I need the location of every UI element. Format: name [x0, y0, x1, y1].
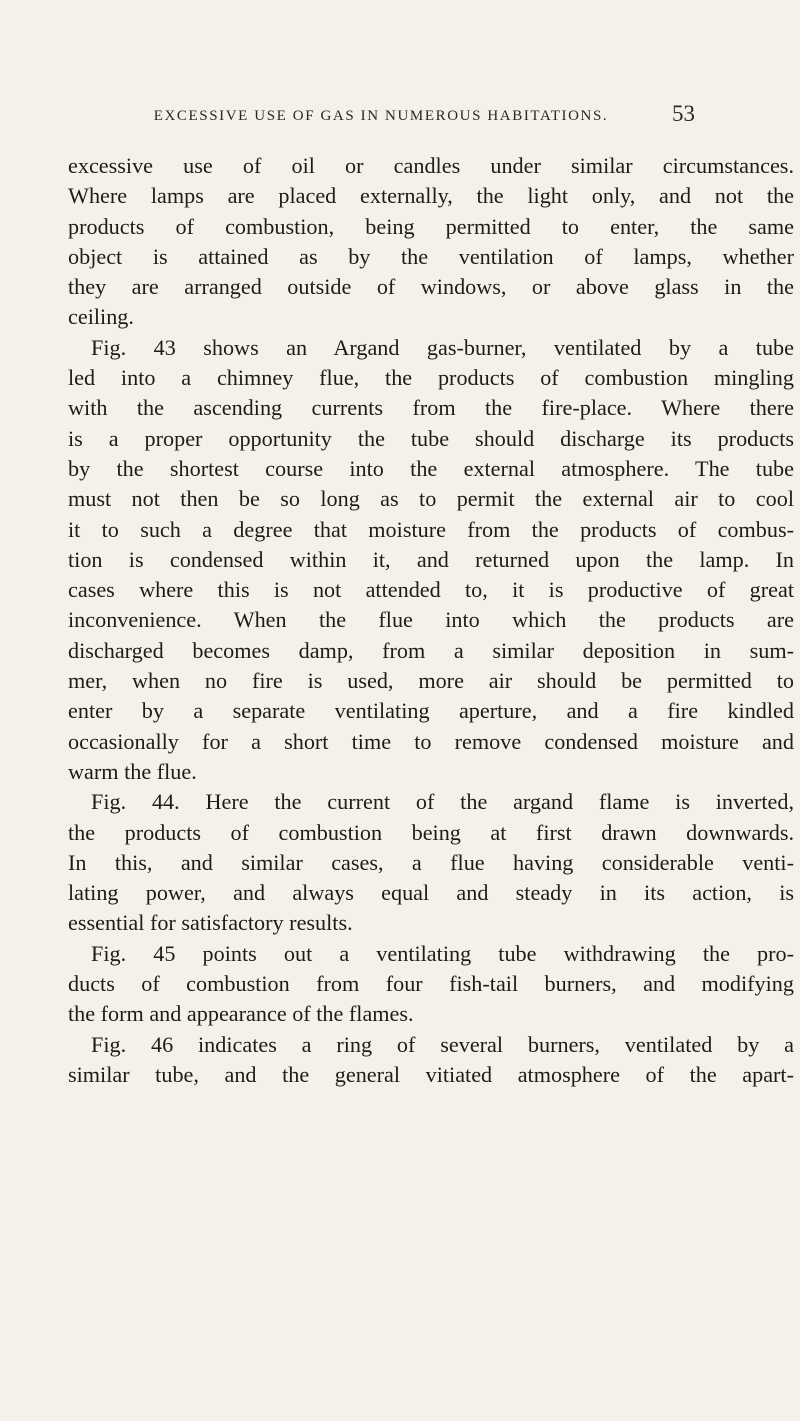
text-line: occasionally for a short time to remove condensed moisture and [68, 728, 794, 754]
page-number: 53 [672, 101, 695, 126]
text-line: Fig. 44. Here the current of the argand flame is inverted, [91, 789, 794, 815]
text-line: excessive use of oil or candles under similar circumstances. [68, 153, 794, 178]
text-line: Fig. 46 indicates a ring of several burners, ventilated by a [91, 1031, 794, 1057]
text-line: mer, when no fire is used, more air should be permitted to [68, 668, 794, 694]
text-line: object is attained as by the ventilation of lamps, whether [68, 243, 794, 269]
text-line: products of combustion, being permitted to enter, the same [68, 213, 794, 239]
text-line: enter by a separate ventilating aperture, and a fire kindled [68, 698, 794, 724]
text-line: ducts of combustion from four fish-tail burners, and modifying [68, 971, 794, 997]
text-line: cases where this is not attended to, it is productive of great [68, 577, 794, 603]
text-line: Fig. 45 points out a ventilating tube withdrawing the pro- [91, 940, 794, 966]
text-line: must not then be so long as to permit the external air to cool [68, 486, 794, 512]
text-line: similar tube, and the general vitiated atmosphere of the apart- [68, 1061, 794, 1087]
text-line: Where lamps are placed externally, the light only, and not the [68, 183, 794, 209]
text-line: with the ascending currents from the fire-place. Where there [68, 395, 794, 421]
text-line: is a proper opportunity the tube should discharge its products [68, 425, 794, 451]
running-head: EXCESSIVE USE OF GAS IN NUMEROUS HABITATIONS. [153, 108, 609, 124]
text-line: discharged becomes damp, from a similar deposition in sum- [68, 637, 794, 663]
text-line: they are arranged outside of windows, or above glass in the [68, 274, 794, 300]
text-line: tion is condensed within it, and returned upon the lamp. In [68, 546, 794, 572]
text-line: Fig. 43 shows an Argand gas-burner, ventilated by a tube [91, 334, 794, 360]
text-line: In this, and similar cases, a flue having considerable venti- [68, 849, 794, 875]
text-line: the form and appearance of the flames. [68, 1001, 414, 1027]
text-line: essential for satisfactory results. [68, 910, 353, 936]
text-line: led into a chimney flue, the products of combustion mingling [68, 365, 794, 391]
text-line: the products of combustion being at first drawn downwards. [68, 819, 794, 845]
text-line: lating power, and always equal and steady in its action, is [68, 880, 794, 906]
body-text [68, 151, 794, 1090]
text-line: by the shortest course into the external atmosphere. The tube [68, 455, 794, 481]
text-line: inconvenience. When the flue into which the products are [68, 607, 794, 633]
text-line: warm the flue. [68, 758, 197, 784]
text-line: it to such a degree that moisture from the products of combus- [68, 516, 794, 542]
text-line: ceiling. [68, 304, 134, 330]
